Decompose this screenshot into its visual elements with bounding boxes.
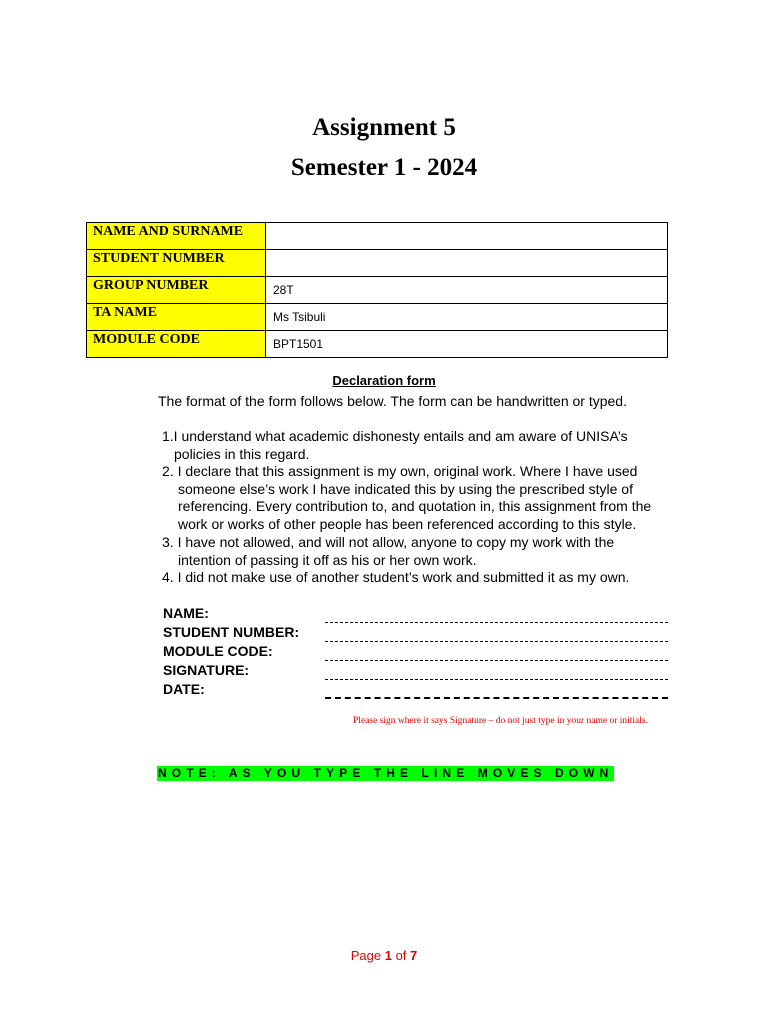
footer-of-label: of [395, 948, 407, 963]
table-row [87, 331, 668, 358]
footer-page-label: Page [350, 948, 382, 963]
sign-name-label: NAME: [163, 605, 209, 621]
name-dashed-line[interactable] [325, 622, 668, 623]
declaration-item-text: work or works of other people has been referenced according to this style. [178, 515, 637, 532]
declaration-heading: Declaration form [332, 373, 436, 388]
declaration-intro: The format of the form follows below. The form can be handwritten or typed. [158, 393, 627, 409]
declaration-item-text: policies in this regard. [174, 445, 310, 462]
module-code-dashed-line[interactable] [325, 660, 668, 661]
signature-instruction-note: Please sign where it says Signature – do not just type in your name or initials. [353, 716, 648, 726]
table-row [87, 277, 668, 304]
group-number-label: GROUP NUMBER [87, 277, 266, 304]
signature-dashed-line[interactable] [325, 679, 668, 680]
group-number-field[interactable]: 28T [266, 277, 668, 304]
sign-date-label: DATE: [163, 681, 205, 697]
declaration-item [162, 569, 662, 587]
student-info-table [86, 222, 668, 358]
page-footer [0, 948, 768, 963]
declaration-item-text: someone else’s work I have indicated this by using the prescribed style of [178, 480, 633, 497]
sign-student-number-label: STUDENT NUMBER: [163, 624, 300, 640]
ta-name-field[interactable]: Ms Tsibuli [266, 304, 668, 331]
table-row [87, 250, 668, 277]
declaration-item-text: referencing. Every contribution to, and quotation in, this assignment from the [178, 498, 652, 515]
declaration-item-text: intention of passing it off as his or her own work. [178, 551, 477, 568]
name-surname-label: NAME AND SURNAME [87, 223, 266, 250]
declaration-item-text: 2. I declare that this assignment is my own, original work. Where I have used [162, 463, 638, 479]
footer-current-page: 1 [384, 948, 392, 963]
student-number-dashed-line[interactable] [325, 641, 668, 642]
typing-note-banner: NOTE: AS YOU TYPE THE LINE MOVES DOWN [158, 766, 614, 780]
name-surname-field[interactable] [266, 223, 668, 250]
table-row [87, 304, 668, 331]
declaration-item [162, 463, 662, 533]
ta-name-label: TA NAME [87, 304, 266, 331]
declaration-item [162, 534, 662, 569]
table-row [87, 223, 668, 250]
document-title: Assignment 5 [312, 114, 456, 141]
document-subtitle: Semester 1 - 2024 [290, 154, 478, 181]
sign-signature-label: SIGNATURE: [163, 662, 250, 678]
declaration-item-text: 1.I understand what academic dishonesty entails and am aware of UNISA’s [162, 428, 628, 444]
footer-total-pages: 7 [410, 948, 418, 963]
declaration-item [162, 428, 662, 463]
module-code-field[interactable]: BPT1501 [266, 331, 668, 358]
student-number-field[interactable] [266, 250, 668, 277]
student-number-label: STUDENT NUMBER [87, 250, 266, 277]
date-dashed-line[interactable] [325, 697, 668, 699]
sign-field-labels [163, 604, 299, 699]
sign-module-code-label: MODULE CODE: [163, 643, 273, 659]
declaration-item-text: 3. I have not allowed, and will not allow, anyone to copy my work with the [162, 534, 615, 550]
declaration-item-text: 4. I did not make use of another student’s work and submitted it as my own. [162, 569, 630, 585]
module-code-label: MODULE CODE [87, 331, 266, 358]
